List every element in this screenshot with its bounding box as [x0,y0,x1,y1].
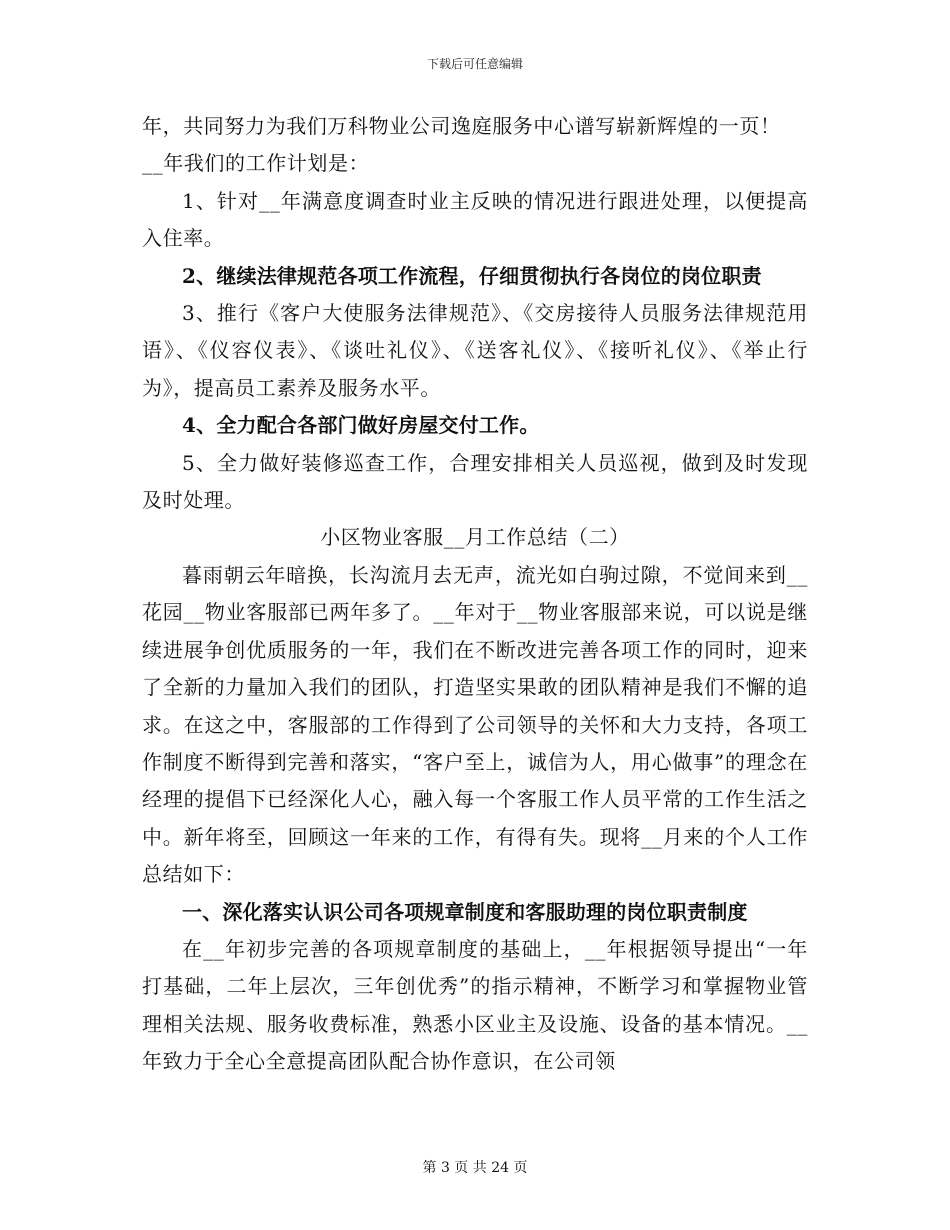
paragraph-plan-item-3: 3、推行《客户大使服务法律规范》、《交房接待人员服务法律规范用语》、《仪容仪表》、《谈吐礼仪》、《送客礼仪》、《接听礼仪》、《举止行为》，提高员工素养及服务水平。 [142,301,808,400]
paragraph-plan-item-2: 2、继续法律规范各项工作流程，仔细贯彻执行各岗位的岗位职责 [182,263,762,288]
paragraph-plan-item-1: 1、针对__年满意度调查时业主反映的情况进行跟进处理，以便提高入住率。 [142,188,808,251]
paragraph-plan-intro: __年我们的工作计划是： [142,151,370,176]
page-number: 第 3 页 共 24 页 [422,1160,528,1176]
paragraph-summary-heading-1: 一、深化落实认识公司各项规章制度和客服助理的岗位职责制度 [182,899,748,924]
paragraph-summary-intro: 暮雨朝云年暗换，长沟流月去无声，流光如白驹过隙，不觉间来到__花园__物业客服部已两年多了。__年对于__物业客服部来说，可以说是继续进展争创优质服务的一年，我们在不断改进完善各项工作的同时，迎来了全新的力量加入我们的团队，打造坚实果敢的团队精神是我们不懈的追求。在这之中，客服部的工作得到了公司领导的关怀和大力支持，各项工作制度不断得到完善和落实，“客户至上，诚信为人，用心做事”的理念在经理的提倡下已经深化人心，融入每一个客服工作人员平常的工作生活之中。新年将至，回顾这一年来的工作，有得有失。现将__月来的个人工作总结如下： [142,562,808,887]
section-title: 小区物业客服__月工作总结（二） [320,525,630,550]
paragraph-continuation: 年，共同努力为我们万科物业公司逸庭服务中心谱写崭新辉煌的一页！ [142,114,781,138]
paragraph-plan-item-4: 4、全力配合各部门做好房屋交付工作。 [182,413,540,438]
header-note: 下载后可任意编辑 [426,57,523,71]
paragraph-summary-body-1: 在__年初步完善的各项规章制度的基础上，__年根据领导提出“一年打基础，二年上层次，三年创优秀”的指示精神，不断学习和掌握物业管理相关法规、服务收费标准，熟悉小区业主及设施、设备的基本情况。__年致力于全心全意提高团队配合协作意识，在公司领 [142,936,808,1074]
document-body [142,108,808,1081]
paragraph-plan-item-5: 5、全力做好装修巡查工作，合理安排相关人员巡视，做到及时发现及时处理。 [142,450,808,513]
